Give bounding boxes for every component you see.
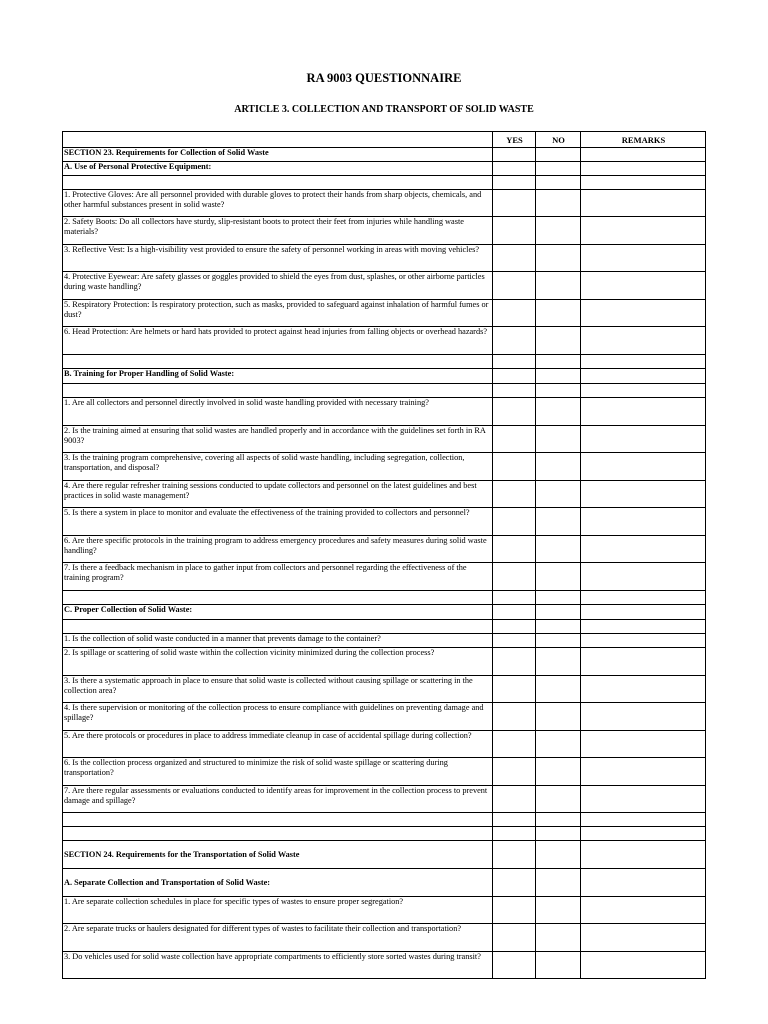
remarks-cell[interactable] — [581, 384, 706, 398]
question-row — [63, 758, 706, 786]
remarks-cell[interactable] — [581, 536, 706, 563]
remarks-cell[interactable] — [581, 453, 706, 481]
question-row — [63, 272, 706, 300]
no-cell[interactable] — [536, 355, 581, 369]
remarks-cell[interactable] — [581, 426, 706, 453]
remarks-cell[interactable] — [581, 190, 706, 217]
section-header-row — [63, 605, 706, 620]
no-cell[interactable] — [536, 731, 581, 758]
no-cell[interactable] — [536, 217, 581, 245]
question-text: 3. Is there a systematic approach in place to ensure that solid waste is collected without causing spillage or scattering in the collection area? — [63, 676, 493, 703]
no-cell[interactable] — [536, 190, 581, 217]
yes-cell[interactable] — [493, 536, 536, 563]
yes-cell[interactable] — [493, 620, 536, 634]
no-cell[interactable] — [536, 426, 581, 453]
remarks-cell[interactable] — [581, 924, 706, 952]
remarks-cell[interactable] — [581, 648, 706, 676]
question-row — [63, 327, 706, 355]
yes-column-header: YES — [493, 132, 536, 148]
remarks-cell[interactable] — [581, 786, 706, 813]
question-text: 3. Is the training program comprehensive, covering all aspects of solid waste handling, including segregation, collection, transportation, and disposal? — [63, 453, 493, 481]
no-cell[interactable] — [536, 148, 581, 162]
no-cell[interactable] — [536, 369, 581, 384]
question-row — [63, 703, 706, 731]
question-text: 5. Is there a system in place to monitor and evaluate the effectiveness of the training provided to collectors and personnel? — [63, 508, 493, 536]
no-cell[interactable] — [536, 841, 581, 869]
remarks-cell[interactable] — [581, 897, 706, 924]
question-text: 1. Protective Gloves: Are all personnel provided with durable gloves to protect their hands from sharp objects, chemicals, and other harmful substances present in solid waste? — [63, 190, 493, 217]
question-text: 1. Are all collectors and personnel directly involved in solid waste handling provided with necessary training? — [63, 398, 493, 426]
question-text: 4. Is there supervision or monitoring of the collection process to ensure compliance with guidelines on preventing damage and spillage? — [63, 703, 493, 731]
remarks-cell[interactable] — [581, 620, 706, 634]
remarks-cell[interactable] — [581, 176, 706, 190]
blank-cell — [63, 827, 493, 841]
remarks-cell[interactable] — [581, 841, 706, 869]
yes-cell[interactable] — [493, 384, 536, 398]
question-row — [63, 536, 706, 563]
remarks-cell[interactable] — [581, 758, 706, 786]
question-row — [63, 786, 706, 813]
yes-cell[interactable] — [493, 563, 536, 591]
question-text: 1. Is the collection of solid waste conducted in a manner that prevents damage to the container? — [63, 634, 493, 648]
section-heading: A. Use of Personal Protective Equipment: — [63, 162, 493, 176]
section-header-row — [63, 841, 706, 869]
remarks-cell[interactable] — [581, 355, 706, 369]
no-cell[interactable] — [536, 591, 581, 605]
question-text: 4. Protective Eyewear: Are safety glasses or goggles provided to shield the eyes from dust, splashes, or other airborne particles during waste handling? — [63, 272, 493, 300]
yes-cell[interactable] — [493, 272, 536, 300]
yes-cell[interactable] — [493, 162, 536, 176]
blank-cell — [63, 176, 493, 190]
no-cell[interactable] — [536, 786, 581, 813]
no-cell[interactable] — [536, 398, 581, 426]
yes-cell[interactable] — [493, 176, 536, 190]
question-row — [63, 217, 706, 245]
yes-cell[interactable] — [493, 605, 536, 620]
remarks-cell[interactable] — [581, 563, 706, 591]
remarks-cell[interactable] — [581, 148, 706, 162]
remarks-cell[interactable] — [581, 162, 706, 176]
blank-cell — [63, 620, 493, 634]
no-cell[interactable] — [536, 563, 581, 591]
yes-cell[interactable] — [493, 398, 536, 426]
remarks-cell[interactable] — [581, 634, 706, 648]
question-row — [63, 676, 706, 703]
blank-row — [63, 620, 706, 634]
blank-cell — [63, 384, 493, 398]
no-cell[interactable] — [536, 924, 581, 952]
remarks-cell[interactable] — [581, 217, 706, 245]
question-row — [63, 648, 706, 676]
no-cell[interactable] — [536, 869, 581, 897]
section-heading: SECTION 24. Requirements for the Transportation of Solid Waste — [63, 841, 493, 869]
yes-cell[interactable] — [493, 591, 536, 605]
remarks-cell[interactable] — [581, 300, 706, 327]
yes-cell[interactable] — [493, 426, 536, 453]
yes-cell[interactable] — [493, 786, 536, 813]
remarks-cell[interactable] — [581, 703, 706, 731]
remarks-cell[interactable] — [581, 827, 706, 841]
questionnaire-table — [62, 131, 706, 979]
yes-cell[interactable] — [493, 841, 536, 869]
yes-cell[interactable] — [493, 355, 536, 369]
question-column-header — [63, 132, 493, 148]
question-row — [63, 952, 706, 979]
no-cell[interactable] — [536, 536, 581, 563]
remarks-column-header: REMARKS — [581, 132, 706, 148]
table-header-row — [63, 132, 706, 148]
no-cell[interactable] — [536, 176, 581, 190]
yes-cell[interactable] — [493, 897, 536, 924]
question-row — [63, 924, 706, 952]
yes-cell[interactable] — [493, 648, 536, 676]
remarks-cell[interactable] — [581, 869, 706, 897]
no-cell[interactable] — [536, 272, 581, 300]
section-heading: B. Training for Proper Handling of Solid Waste: — [63, 369, 493, 384]
blank-cell — [63, 355, 493, 369]
blank-row — [63, 827, 706, 841]
remarks-cell[interactable] — [581, 591, 706, 605]
question-text: 1. Are separate collection schedules in place for specific types of wastes to ensure proper segregation? — [63, 897, 493, 924]
yes-cell[interactable] — [493, 327, 536, 355]
question-row — [63, 300, 706, 327]
no-cell[interactable] — [536, 481, 581, 508]
blank-row — [63, 384, 706, 398]
section-header-row — [63, 148, 706, 162]
no-cell[interactable] — [536, 327, 581, 355]
yes-cell[interactable] — [493, 369, 536, 384]
no-cell[interactable] — [536, 648, 581, 676]
remarks-cell[interactable] — [581, 605, 706, 620]
question-row — [63, 426, 706, 453]
question-row — [63, 897, 706, 924]
no-cell[interactable] — [536, 758, 581, 786]
yes-cell[interactable] — [493, 300, 536, 327]
question-row — [63, 190, 706, 217]
question-text: 2. Are separate trucks or haulers designated for different types of wastes to facilitate their collection and transportation? — [63, 924, 493, 952]
no-cell[interactable] — [536, 508, 581, 536]
no-cell[interactable] — [536, 620, 581, 634]
question-text: 6. Are there specific protocols in the training program to address emergency procedures and safety measures during solid waste handling? — [63, 536, 493, 563]
yes-cell[interactable] — [493, 869, 536, 897]
blank-row — [63, 355, 706, 369]
question-row — [63, 453, 706, 481]
section-header-row — [63, 162, 706, 176]
section-header-row — [63, 869, 706, 897]
question-text: 3. Do vehicles used for solid waste collection have appropriate compartments to efficiently store sorted wastes during transit? — [63, 952, 493, 979]
blank-row — [63, 176, 706, 190]
no-cell[interactable] — [536, 300, 581, 327]
yes-cell[interactable] — [493, 952, 536, 979]
question-text: 6. Is the collection process organized and structured to minimize the risk of solid waste spillage or scattering during transportation? — [63, 758, 493, 786]
blank-row — [63, 591, 706, 605]
question-row — [63, 398, 706, 426]
question-text: 3. Reflective Vest: Is a high-visibility vest provided to ensure the safety of personnel working in areas with moving vehicles? — [63, 245, 493, 272]
article-subtitle: ARTICLE 3. COLLECTION AND TRANSPORT OF SOLID WASTE — [234, 104, 534, 115]
yes-cell[interactable] — [493, 190, 536, 217]
question-text: 5. Respiratory Protection: Is respiratory protection, such as masks, provided to safeguard against inhalation of harmful fumes or dust? — [63, 300, 493, 327]
blank-row — [63, 813, 706, 827]
document-title: RA 9003 QUESTIONNAIRE — [306, 71, 462, 85]
remarks-cell[interactable] — [581, 508, 706, 536]
yes-cell[interactable] — [493, 758, 536, 786]
yes-cell[interactable] — [493, 217, 536, 245]
question-text: 7. Are there regular assessments or evaluations conducted to identify areas for improvement in the collection process to prevent damage and spillage? — [63, 786, 493, 813]
remarks-cell[interactable] — [581, 952, 706, 979]
blank-cell — [63, 813, 493, 827]
remarks-cell[interactable] — [581, 245, 706, 272]
question-text: 2. Is spillage or scattering of solid waste within the collection vicinity minimized during the collection process? — [63, 648, 493, 676]
yes-cell[interactable] — [493, 508, 536, 536]
question-row — [63, 731, 706, 758]
no-cell[interactable] — [536, 453, 581, 481]
yes-cell[interactable] — [493, 827, 536, 841]
yes-cell[interactable] — [493, 703, 536, 731]
yes-cell[interactable] — [493, 924, 536, 952]
yes-cell[interactable] — [493, 634, 536, 648]
question-row — [63, 481, 706, 508]
yes-cell[interactable] — [493, 676, 536, 703]
yes-cell[interactable] — [493, 453, 536, 481]
section-heading: A. Separate Collection and Transportation of Solid Waste: — [63, 869, 493, 897]
no-cell[interactable] — [536, 703, 581, 731]
remarks-cell[interactable] — [581, 481, 706, 508]
yes-cell[interactable] — [493, 813, 536, 827]
no-column-header: NO — [536, 132, 581, 148]
remarks-cell[interactable] — [581, 398, 706, 426]
question-text: 7. Is there a feedback mechanism in place to gather input from collectors and personnel regarding the effectiveness of the training program? — [63, 563, 493, 591]
question-row — [63, 508, 706, 536]
remarks-cell[interactable] — [581, 327, 706, 355]
yes-cell[interactable] — [493, 731, 536, 758]
remarks-cell[interactable] — [581, 813, 706, 827]
no-cell[interactable] — [536, 634, 581, 648]
no-cell[interactable] — [536, 897, 581, 924]
question-text: 2. Is the training aimed at ensuring that solid wastes are handled properly and in accordance with the guidelines set forth in RA 9003? — [63, 426, 493, 453]
yes-cell[interactable] — [493, 245, 536, 272]
question-row — [63, 245, 706, 272]
question-text: 5. Are there protocols or procedures in place to address immediate cleanup in case of accidental spillage during collection? — [63, 731, 493, 758]
no-cell[interactable] — [536, 676, 581, 703]
remarks-cell[interactable] — [581, 676, 706, 703]
remarks-cell[interactable] — [581, 369, 706, 384]
no-cell[interactable] — [536, 952, 581, 979]
no-cell[interactable] — [536, 384, 581, 398]
question-text: 2. Safety Boots: Do all collectors have sturdy, slip-resistant boots to protect their feet from injuries while handling waste materials? — [63, 217, 493, 245]
section-heading: C. Proper Collection of Solid Waste: — [63, 605, 493, 620]
question-row — [63, 563, 706, 591]
question-text: 4. Are there regular refresher training sessions conducted to update collectors and personnel on the latest guidelines and best practices in solid waste management? — [63, 481, 493, 508]
no-cell[interactable] — [536, 827, 581, 841]
remarks-cell[interactable] — [581, 731, 706, 758]
remarks-cell[interactable] — [581, 272, 706, 300]
blank-cell — [63, 591, 493, 605]
no-cell[interactable] — [536, 162, 581, 176]
no-cell[interactable] — [536, 245, 581, 272]
no-cell[interactable] — [536, 605, 581, 620]
question-row — [63, 634, 706, 648]
yes-cell[interactable] — [493, 481, 536, 508]
section-heading: SECTION 23. Requirements for Collection of Solid Waste — [63, 148, 493, 162]
yes-cell[interactable] — [493, 148, 536, 162]
no-cell[interactable] — [536, 813, 581, 827]
question-text: 6. Head Protection: Are helmets or hard hats provided to protect against head injuries from falling objects or overhead hazards? — [63, 327, 493, 355]
section-header-row — [63, 369, 706, 384]
